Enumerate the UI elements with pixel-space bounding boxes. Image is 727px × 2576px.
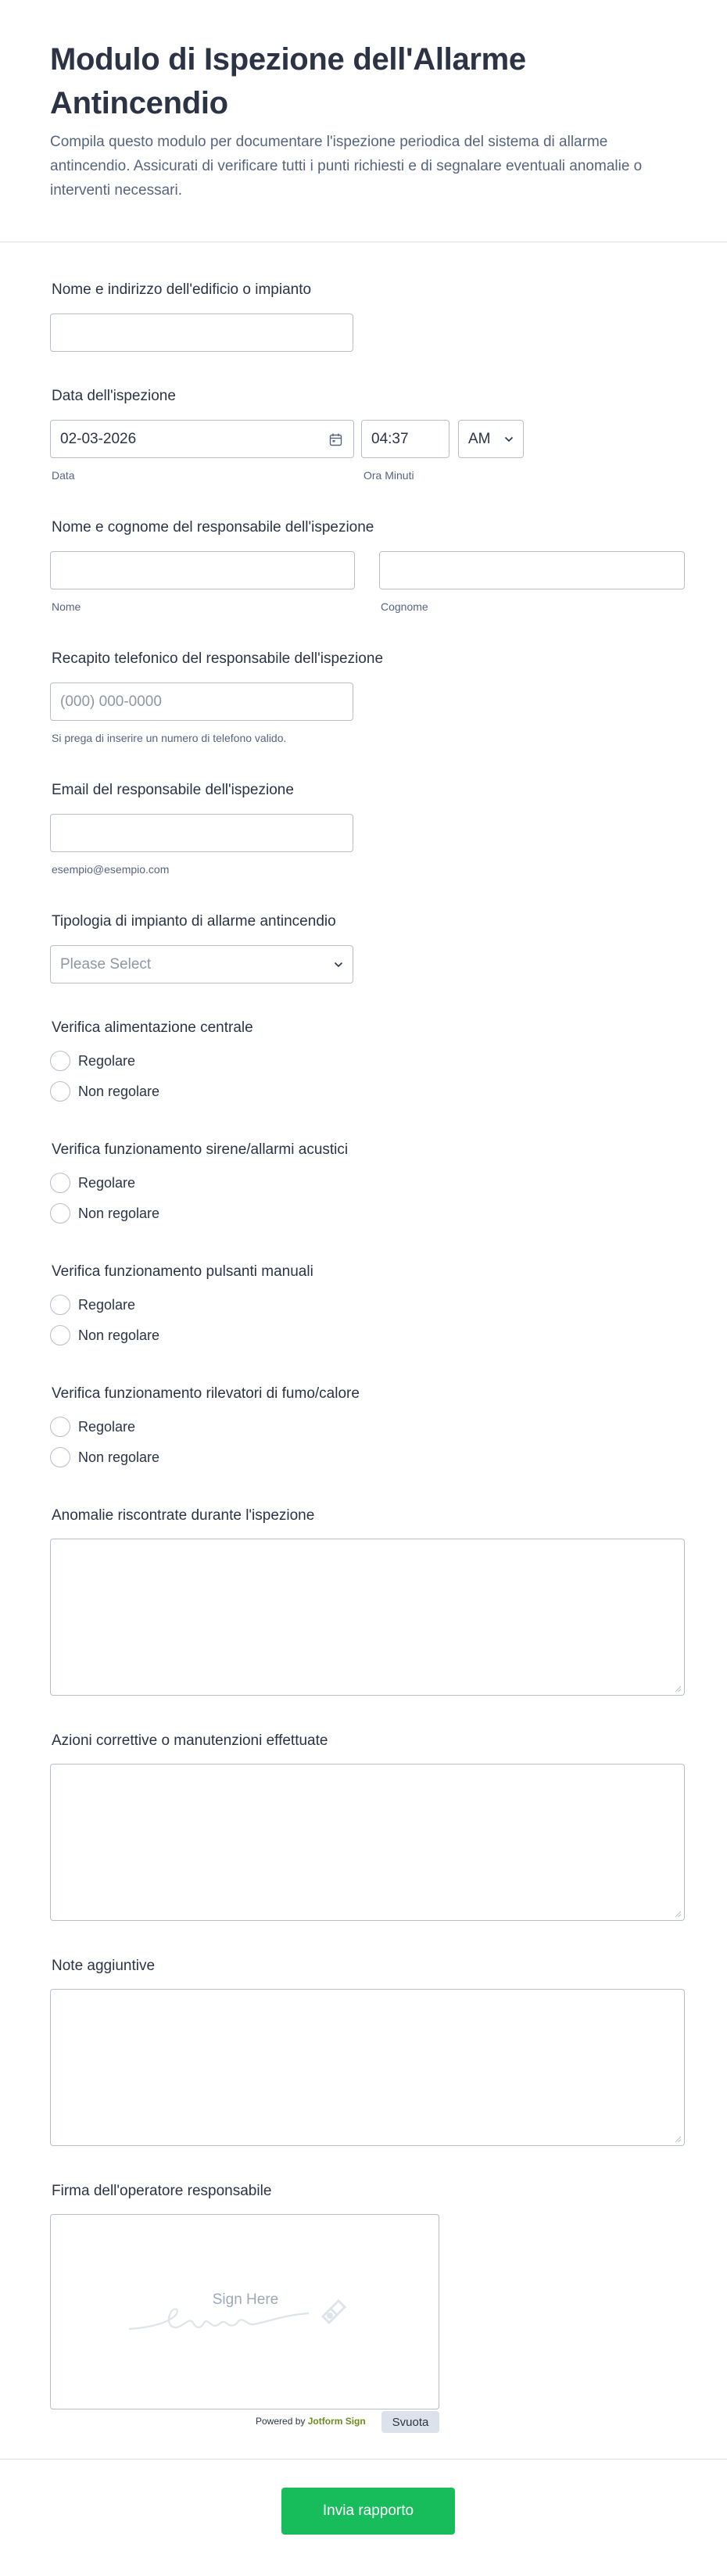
anomalies-field — [50, 1507, 685, 1525]
form-subtitle: Compila questo modulo per documentare l'ispezione periodica del sistema di allarme antincendio. Assicurati di verificare tutti i punti richiesti e di segnalare eventuali anomalie o interventi necessari. — [50, 134, 643, 199]
check-detectors-label: Verifica funzionamento rilevatori di fumo/calore — [52, 1385, 360, 1402]
signature-field — [50, 2182, 685, 2429]
check-sirens-label: Verifica funzionamento sirene/allarmi acustici — [52, 1141, 349, 1158]
submit-button[interactable]: Invia rapporto — [281, 2488, 455, 2535]
notes-label: Note aggiuntive — [52, 1958, 156, 1974]
radio-label: Non regolare — [78, 1449, 160, 1465]
date-value: 02-03-2026 — [60, 430, 137, 447]
date-input[interactable] — [50, 420, 354, 458]
signature-pad[interactable] — [50, 2214, 439, 2409]
signature-placeholder: Sign Here — [212, 2291, 279, 2308]
radio-option[interactable] — [50, 1325, 159, 1345]
ampm-value: AM — [468, 430, 491, 447]
notes-field — [50, 1957, 685, 1976]
radio-label: Non regolare — [78, 1083, 160, 1099]
check-buttons-label: Verifica funzionamento pulsanti manuali — [52, 1263, 313, 1280]
powered-by-text — [256, 2416, 366, 2427]
radio-button[interactable] — [50, 1203, 70, 1224]
radio-option[interactable] — [50, 1051, 135, 1071]
building-input[interactable] — [50, 313, 353, 352]
time-value: 04:37 — [371, 430, 409, 447]
email-label: Email del responsabile dell'ispezione — [52, 782, 294, 798]
radio-option[interactable] — [50, 1447, 159, 1467]
last-name-input[interactable] — [379, 551, 685, 589]
radio-button[interactable] — [50, 1295, 70, 1315]
phone-input[interactable]: (000) 000-0000 — [50, 683, 353, 721]
radio-label: Non regolare — [78, 1327, 160, 1343]
anomalies-textarea[interactable] — [50, 1539, 685, 1696]
time-input[interactable] — [361, 420, 449, 458]
form-header — [0, 0, 727, 242]
type-field — [50, 912, 685, 973]
chevron-down-icon — [504, 436, 514, 442]
signature-label: Firma dell'operatore responsabile — [52, 2183, 272, 2199]
time-sublabel: Ora Minuti — [364, 469, 414, 482]
jotform-sign-brand: Jotform Sign — [307, 2416, 366, 2427]
radio-button[interactable] — [50, 1447, 70, 1467]
date-field — [50, 387, 685, 482]
radio-button[interactable] — [50, 1417, 70, 1437]
powered-prefix: Powered by — [256, 2416, 306, 2427]
chevron-down-icon — [334, 962, 343, 968]
check-buttons-field — [50, 1263, 685, 1343]
resize-handle-icon[interactable] — [674, 1685, 682, 1693]
radio-label: Regolare — [78, 1052, 136, 1069]
clear-signature-button[interactable]: Svuota — [381, 2411, 439, 2433]
notes-textarea[interactable] — [50, 1989, 685, 2146]
radio-label: Regolare — [78, 1174, 136, 1191]
form-title: Modulo di Ispezione dell'Allarme Antincendio — [50, 42, 526, 120]
calendar-icon[interactable] — [329, 433, 342, 446]
radio-button[interactable] — [50, 1051, 70, 1071]
actions-field — [50, 1732, 685, 1750]
resize-handle-icon[interactable] — [674, 1910, 682, 1918]
date-label: Data dell'ispezione — [52, 388, 176, 404]
radio-label: Non regolare — [78, 1205, 160, 1221]
email-field — [50, 781, 685, 876]
first-name-input[interactable] — [50, 551, 355, 589]
actions-textarea[interactable] — [50, 1764, 685, 1921]
type-label: Tipologia di impianto di allarme antincendio — [52, 913, 336, 930]
form-footer — [0, 2459, 727, 2576]
name-field — [50, 518, 685, 613]
check-power-label: Verifica alimentazione centrale — [52, 1019, 253, 1036]
check-detectors-field — [50, 1385, 685, 1465]
phone-field — [50, 650, 685, 744]
anomalies-label: Anomalie riscontrate durante l'ispezione — [52, 1507, 315, 1524]
radio-option[interactable] — [50, 1295, 135, 1315]
first-name-sublabel: Nome — [52, 600, 81, 613]
radio-label: Regolare — [78, 1296, 136, 1313]
resize-handle-icon[interactable] — [674, 2135, 682, 2143]
name-label: Nome e cognome del responsabile dell'ispezione — [52, 519, 374, 536]
building-field — [50, 281, 685, 299]
radio-button[interactable] — [50, 1173, 70, 1193]
radio-option[interactable] — [50, 1203, 159, 1224]
ampm-select[interactable] — [458, 420, 524, 458]
email-sublabel: esempio@esempio.com — [52, 863, 170, 876]
radio-button[interactable] — [50, 1081, 70, 1102]
signature-scribble-icon — [129, 2291, 356, 2338]
email-input[interactable] — [50, 814, 353, 852]
phone-label: Recapito telefonico del responsabile dell'ispezione — [52, 650, 384, 667]
radio-label: Regolare — [78, 1418, 136, 1435]
type-select-value: Please Select — [60, 955, 152, 973]
type-select[interactable] — [50, 945, 353, 983]
date-sublabel: Data — [52, 469, 75, 482]
check-power-field — [50, 1019, 685, 1099]
phone-sublabel: Si prega di inserire un numero di telefono valido. — [52, 732, 287, 744]
building-label: Nome e indirizzo dell'edificio o impianto — [52, 281, 312, 298]
actions-label: Azioni correttive o manutenzioni effettuate — [52, 1732, 328, 1749]
check-sirens-field — [50, 1141, 685, 1221]
radio-option[interactable] — [50, 1417, 135, 1437]
radio-option[interactable] — [50, 1081, 159, 1102]
radio-option[interactable] — [50, 1173, 135, 1193]
last-name-sublabel: Cognome — [381, 600, 428, 613]
radio-button[interactable] — [50, 1325, 70, 1345]
